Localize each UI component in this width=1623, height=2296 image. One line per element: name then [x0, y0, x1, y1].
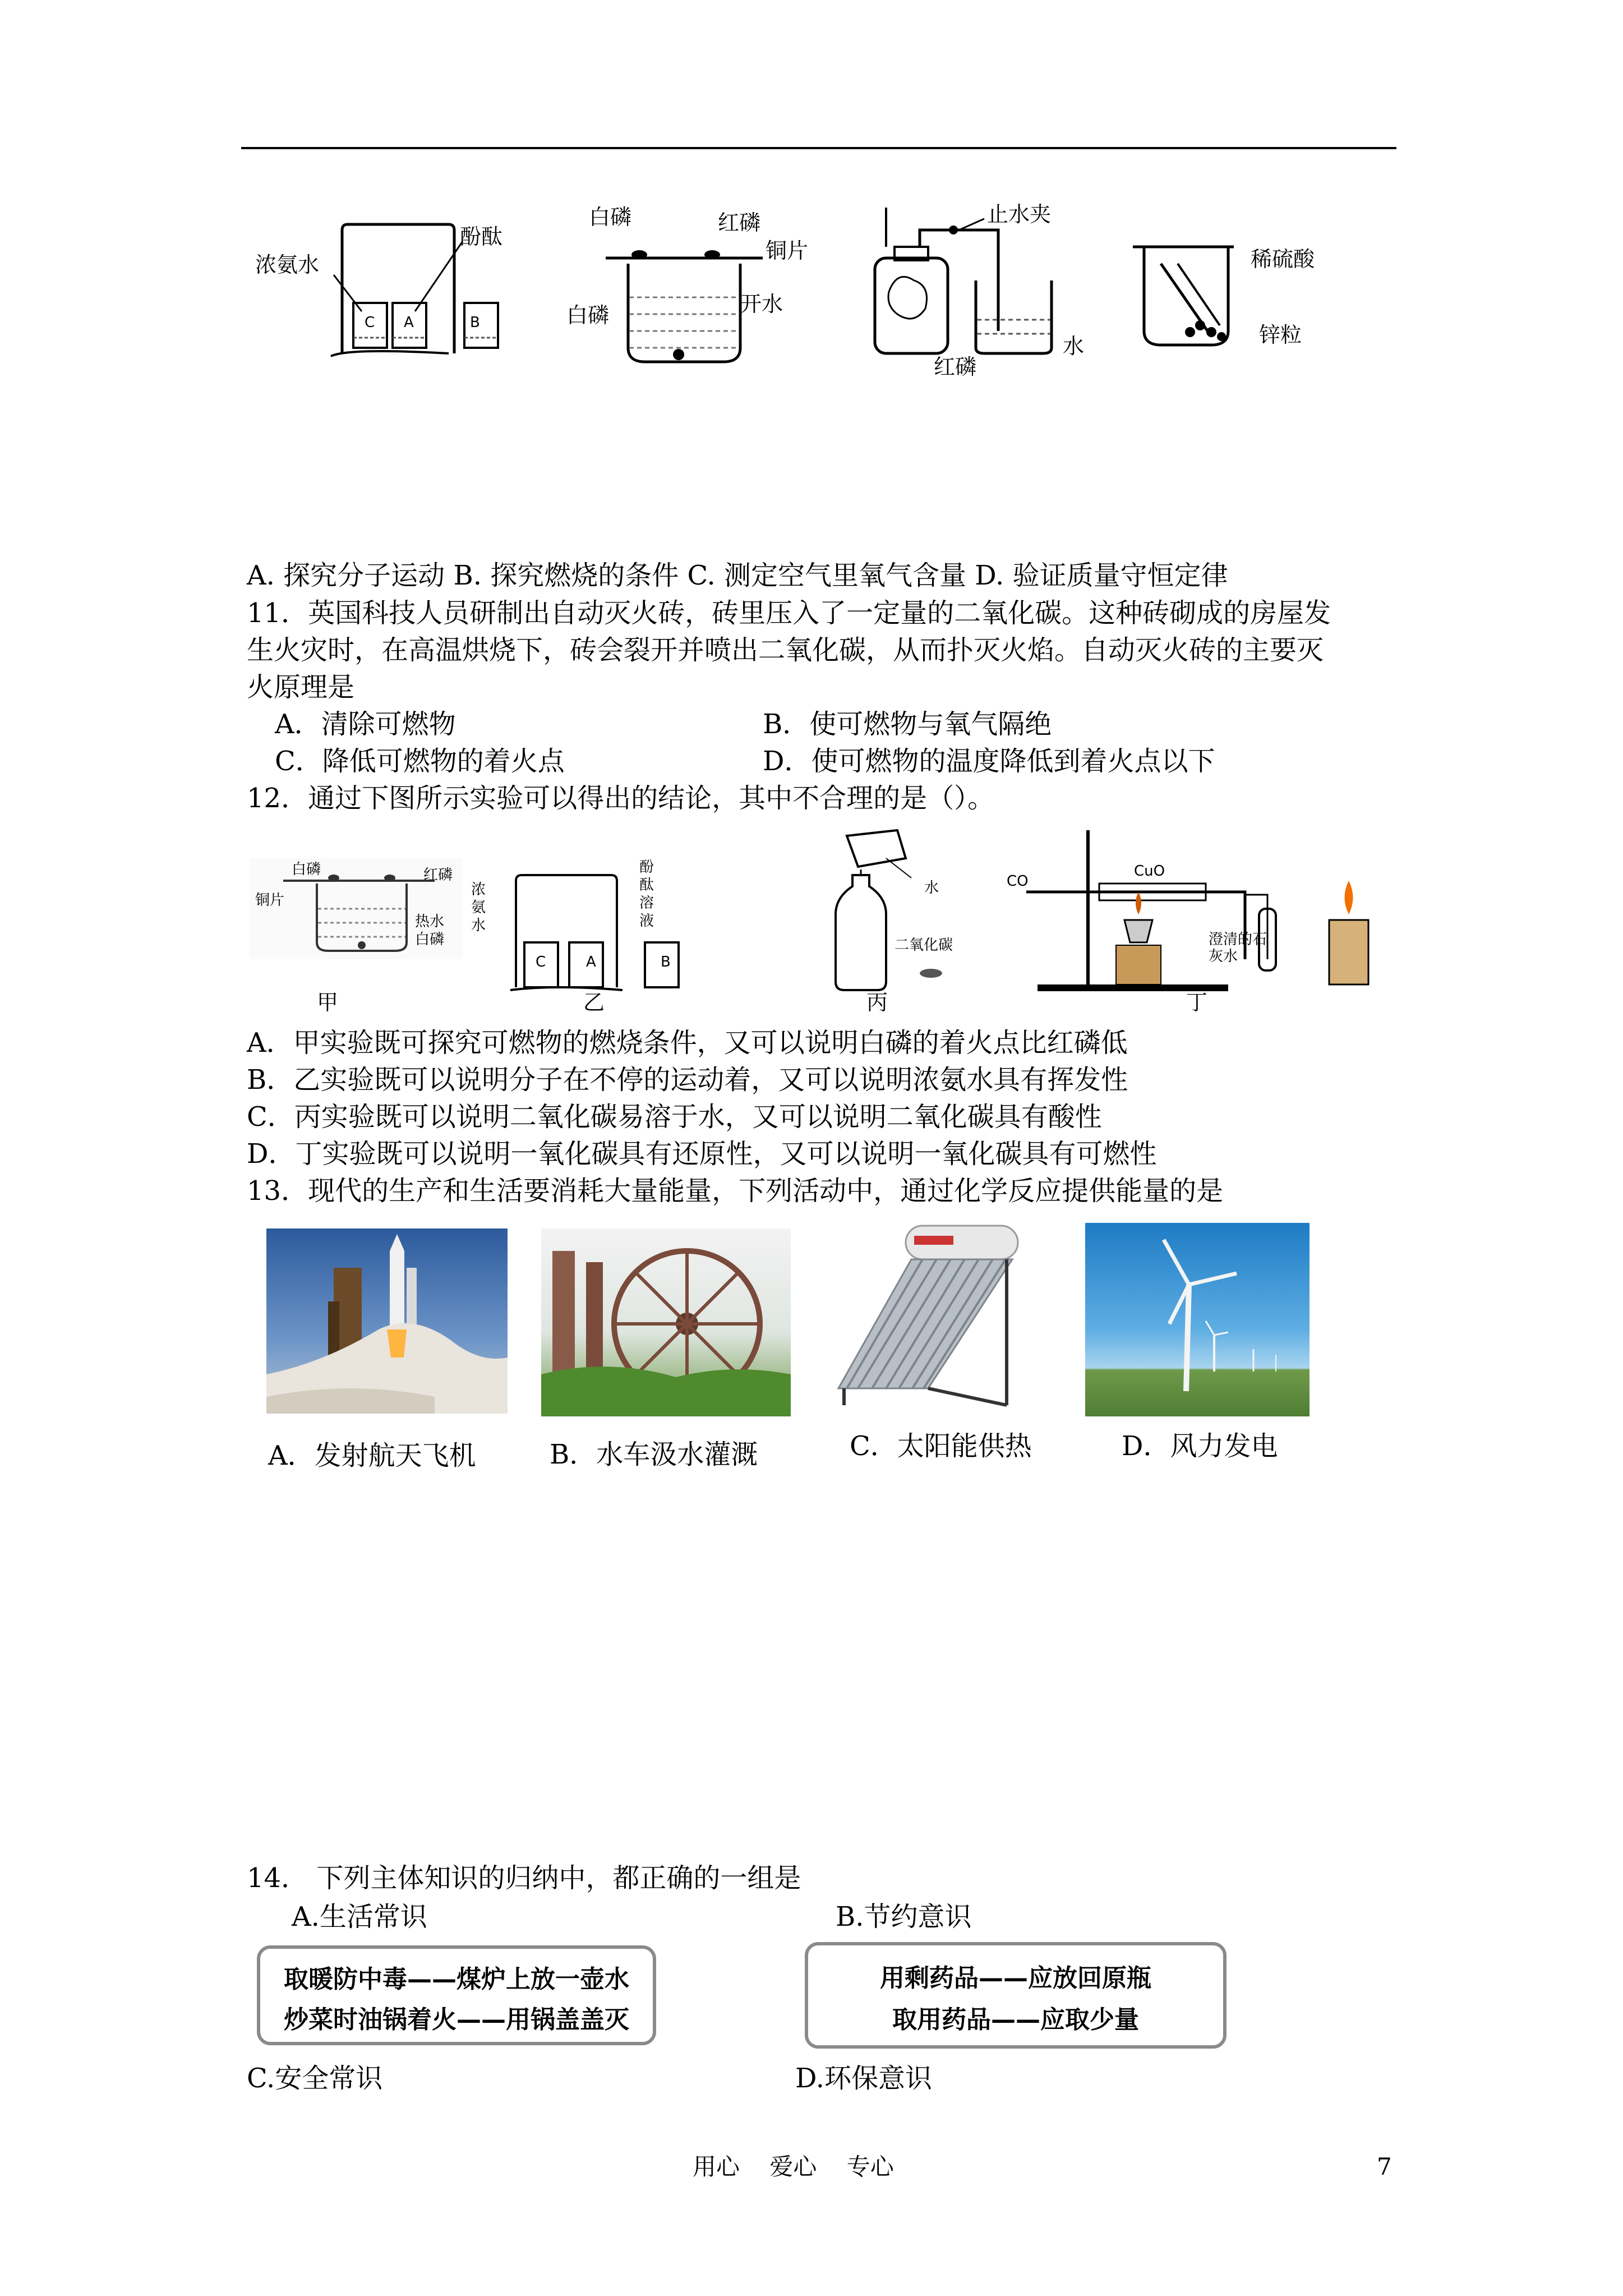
fig-b-label-copper: 铜片 — [766, 238, 809, 263]
fig-a-beaker-c: C — [365, 314, 375, 331]
fig-yi-ammonia: 浓氨水 — [471, 881, 486, 934]
fig-a-label-phenol: 酚酞 — [460, 224, 503, 249]
q13-caption-b: B．水车汲水灌溉 — [550, 1439, 758, 1470]
fig-c-label-red-p: 红磷 — [934, 355, 977, 379]
figure-bing — [808, 825, 953, 993]
fig-a-beaker-b: B — [470, 314, 480, 331]
fig-a-label-ammonia: 浓氨水 — [255, 252, 320, 277]
footer-motto: 用心 爱心 专心 — [693, 2153, 894, 2180]
fig-jia-white-p: 白磷 — [292, 861, 321, 878]
fig-b-label-red-p: 红磷 — [718, 210, 761, 235]
q14-c-title: C.安全常识 — [247, 2063, 383, 2094]
q11-option-c: C．降低可燃物的着火点 — [275, 746, 565, 777]
photo-shuttle-launch — [266, 1228, 508, 1414]
q14-b-line1: 用剩药品——应放回原瓶 — [880, 1964, 1151, 1993]
figure-ding — [1004, 825, 1385, 993]
fig-yi-b: B — [661, 954, 671, 970]
photo-waterwheel — [541, 1228, 791, 1416]
q14-stem: 14． 下列主体知识的归纳中，都正确的一组是 — [247, 1862, 801, 1894]
fig-b-label-hot-water: 开水 — [740, 292, 783, 316]
photo-wind-turbines — [1085, 1223, 1310, 1416]
header-rule — [241, 147, 1396, 149]
fig-ding-co: CO — [1007, 873, 1029, 890]
fig-jia-caption: 甲 — [317, 990, 339, 1015]
q14-b-line2: 取用药品——应取少量 — [892, 2005, 1139, 2034]
fig-ding-caption: 丁 — [1186, 990, 1208, 1015]
fig-jia-white-p2: 白磷 — [415, 931, 445, 948]
q10-options: A. 探究分子运动 B. 探究燃烧的条件 C. 测定空气里氧气含量 D. 验证质量守恒定律 — [247, 560, 1228, 591]
fig-ding-cuo: CuO — [1134, 863, 1165, 880]
fig-ding-limewater: 澄清的石灰水 — [1209, 931, 1267, 965]
q14-box-b — [805, 1942, 1227, 2049]
q11-line2: 生火灾时，在高温烘烧下，砖会裂开并喷出二氧化碳，从而扑灭火焰。自动灭火砖的主要灭 — [247, 634, 1324, 666]
fig-bing-caption: 丙 — [866, 990, 888, 1015]
fig-yi-a: A — [586, 954, 596, 970]
photo-solar-heater — [827, 1220, 1035, 1419]
q14-box-a — [257, 1945, 656, 2045]
figure-yi — [499, 864, 712, 993]
q12-option-a: A．甲实验既可探究可燃物的燃烧条件，又可以说明白磷的着火点比红磷低 — [247, 1027, 1128, 1059]
fig-b-label-white-p-top: 白磷 — [589, 205, 632, 229]
fig-c-label-water: 水 — [1063, 334, 1085, 358]
fig-yi-c: C — [536, 954, 546, 970]
q11-option-a: A．清除可燃物 — [275, 708, 456, 740]
fig-d-label-zinc: 锌粒 — [1259, 323, 1302, 347]
q13-caption-d: D．风力发电 — [1122, 1430, 1278, 1462]
fig-yi-caption: 乙 — [583, 990, 605, 1015]
fig-d-label-acid: 稀硫酸 — [1251, 247, 1315, 272]
fig-jia-red-p: 红磷 — [423, 867, 453, 884]
q11-option-d: D．使可燃物的温度降低到着火点以下 — [763, 746, 1215, 777]
fig-b-label-white-p-bottom: 白磷 — [566, 303, 610, 328]
q14-d-title: D.环保意识 — [795, 2063, 933, 2094]
figure-mass-conservation — [1127, 241, 1251, 353]
q14-a-title: A.生活常识 — [292, 1901, 427, 1932]
fig-jia-hot-water: 热水 — [415, 913, 445, 930]
q12-option-b: B．乙实验既可以说明分子在不停的运动着，又可以说明浓氨水具有挥发性 — [247, 1064, 1128, 1096]
fig-a-beaker-a: A — [404, 314, 414, 331]
q11-line1: 11．英国科技人员研制出自动灭火砖，砖里压入了一定量的二氧化碳。这种砖砌成的房屋发 — [247, 597, 1331, 629]
q14-a-line1: 取暖防中毒——煤炉上放一壶水 — [284, 1965, 629, 1994]
q11-line3: 火原理是 — [247, 671, 355, 703]
fig-bing-co2: 二氧化碳 — [895, 937, 953, 954]
q14-a-line2: 炒菜时油锅着火——用锅盖盖灭 — [284, 2005, 629, 2034]
q12-stem: 12．通过下图所示实验可以得出的结论，其中不合理的是（）。 — [247, 783, 995, 814]
q11-option-b: B．使可燃物与氧气隔绝 — [763, 708, 1052, 740]
q12-option-c: C．丙实验既可以说明二氧化碳易溶于水，又可以说明二氧化碳具有酸性 — [247, 1101, 1102, 1133]
q12-option-d: D．丁实验既可以说明一氧化碳具有还原性，又可以说明一氧化碳具有可燃性 — [247, 1138, 1157, 1170]
q14-b-title: B.节约意识 — [836, 1901, 972, 1932]
fig-yi-phenol: 酚酞溶液 — [639, 859, 654, 930]
q13-caption-a: A．发射航天飞机 — [268, 1440, 476, 1471]
fig-jia-copper: 铜片 — [255, 892, 285, 909]
q13-caption-c: C．太阳能供热 — [850, 1430, 1032, 1462]
q13-stem: 13．现代的生产和生活要消耗大量能量，下列活动中，通过化学反应提供能量的是 — [247, 1175, 1224, 1207]
fig-c-label-clamp: 止水夹 — [987, 202, 1052, 227]
fig-bing-water: 水 — [924, 880, 939, 896]
page-number: 7 — [1377, 2153, 1392, 2180]
